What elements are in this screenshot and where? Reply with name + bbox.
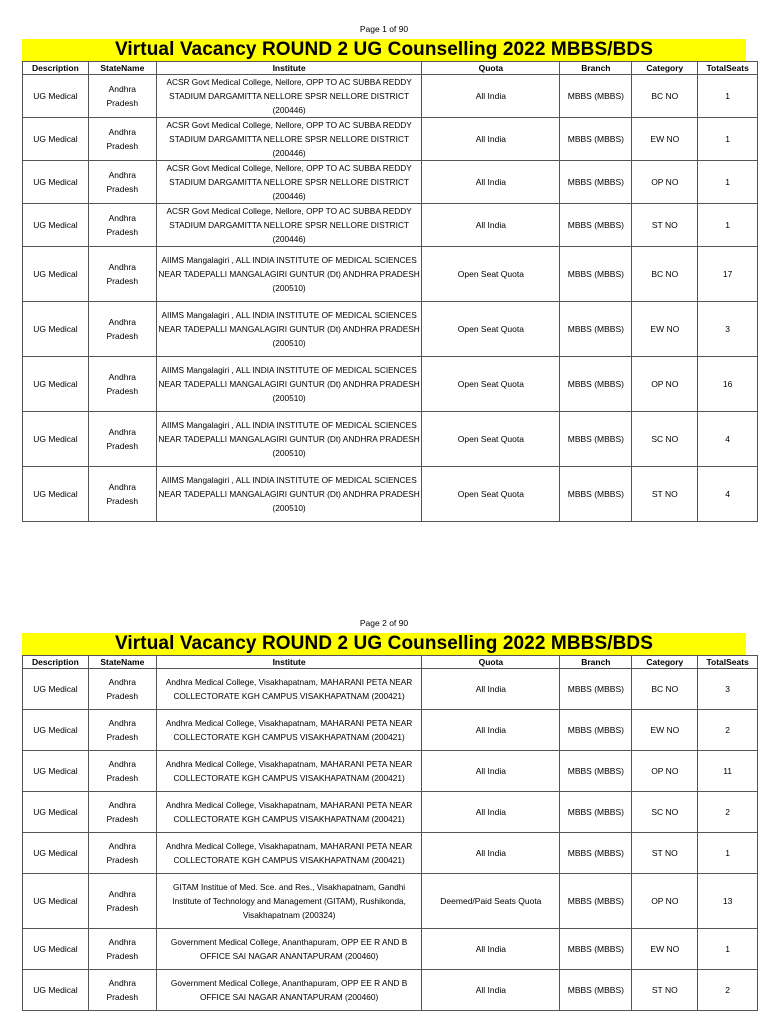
state-cell: Andhra Pradesh (88, 792, 156, 833)
total-seats-cell: 11 (698, 751, 758, 792)
state-cell: Andhra Pradesh (88, 833, 156, 874)
branch-cell: MBBS (MBBS) (560, 118, 632, 161)
column-header-branch: Branch (560, 62, 632, 75)
state-cell: Andhra Pradesh (88, 751, 156, 792)
description-cell: UG Medical (23, 118, 89, 161)
page-title: Virtual Vacancy ROUND 2 UG Counselling 2022 MBBS/BDS (22, 633, 746, 655)
column-header-total-seats: TotalSeats (698, 656, 758, 669)
quota-cell: All India (422, 204, 560, 247)
total-seats-cell: 16 (698, 357, 758, 412)
description-cell: UG Medical (23, 75, 89, 118)
total-seats-cell: 2 (698, 710, 758, 751)
page-title: Virtual Vacancy ROUND 2 UG Counselling 2022 MBBS/BDS (22, 39, 746, 61)
description-cell: UG Medical (23, 357, 89, 412)
category-cell: OP NO (632, 874, 698, 929)
state-cell: Andhra Pradesh (88, 75, 156, 118)
table-row (23, 302, 758, 357)
column-header-state: StateName (88, 62, 156, 75)
institute-cell: AIIMS Mangalagiri , ALL INDIA INSTITUTE OF MEDICAL SCIENCES NEAR TADEPALLI MANGALAGIRI GUNTUR (Dt) ANDHRA PRADESH (200510) (156, 412, 422, 467)
table-row (23, 669, 758, 710)
description-cell: UG Medical (23, 833, 89, 874)
table-row (23, 710, 758, 751)
branch-cell: MBBS (MBBS) (560, 204, 632, 247)
description-cell: UG Medical (23, 204, 89, 247)
category-cell: ST NO (632, 833, 698, 874)
total-seats-cell: 1 (698, 75, 758, 118)
table-row (23, 751, 758, 792)
state-cell: Andhra Pradesh (88, 874, 156, 929)
institute-cell: ACSR Govt Medical College, Nellore, OPP TO AC SUBBA REDDY STADIUM DARGAMITTA NELLORE SPSR NELLORE DISTRICT (200446) (156, 75, 422, 118)
description-cell: UG Medical (23, 751, 89, 792)
institute-cell: Andhra Medical College, Visakhapatnam, MAHARANI PETA NEAR COLLECTORATE KGH CAMPUS VISAKHAPATNAM (200421) (156, 751, 422, 792)
total-seats-cell: 1 (698, 118, 758, 161)
table-row (23, 204, 758, 247)
branch-cell: MBBS (MBBS) (560, 874, 632, 929)
state-cell: Andhra Pradesh (88, 929, 156, 970)
institute-cell: ACSR Govt Medical College, Nellore, OPP TO AC SUBBA REDDY STADIUM DARGAMITTA NELLORE SPSR NELLORE DISTRICT (200446) (156, 204, 422, 247)
table-header-row (23, 62, 758, 75)
state-cell: Andhra Pradesh (88, 970, 156, 1011)
institute-cell: Andhra Medical College, Visakhapatnam, MAHARANI PETA NEAR COLLECTORATE KGH CAMPUS VISAKHAPATNAM (200421) (156, 792, 422, 833)
table-row (23, 118, 758, 161)
description-cell: UG Medical (23, 792, 89, 833)
total-seats-cell: 1 (698, 833, 758, 874)
description-cell: UG Medical (23, 970, 89, 1011)
category-cell: EW NO (632, 929, 698, 970)
quota-cell: Deemed/Paid Seats Quota (422, 874, 560, 929)
institute-cell: AIIMS Mangalagiri , ALL INDIA INSTITUTE OF MEDICAL SCIENCES NEAR TADEPALLI MANGALAGIRI GUNTUR (Dt) ANDHRA PRADESH (200510) (156, 302, 422, 357)
total-seats-cell: 1 (698, 161, 758, 204)
state-cell: Andhra Pradesh (88, 118, 156, 161)
quota-cell: All India (422, 929, 560, 970)
institute-cell: ACSR Govt Medical College, Nellore, OPP TO AC SUBBA REDDY STADIUM DARGAMITTA NELLORE SPSR NELLORE DISTRICT (200446) (156, 161, 422, 204)
total-seats-cell: 2 (698, 970, 758, 1011)
description-cell: UG Medical (23, 161, 89, 204)
table-row (23, 929, 758, 970)
total-seats-cell: 4 (698, 467, 758, 522)
table-row (23, 412, 758, 467)
total-seats-cell: 4 (698, 412, 758, 467)
category-cell: ST NO (632, 970, 698, 1011)
column-header-branch: Branch (560, 656, 632, 669)
column-header-category: Category (632, 656, 698, 669)
institute-cell: Andhra Medical College, Visakhapatnam, MAHARANI PETA NEAR COLLECTORATE KGH CAMPUS VISAKHAPATNAM (200421) (156, 669, 422, 710)
quota-cell: All India (422, 669, 560, 710)
branch-cell: MBBS (MBBS) (560, 161, 632, 204)
table-row (23, 970, 758, 1011)
column-header-institute: Institute (156, 62, 422, 75)
vacancy-table (22, 655, 758, 1011)
category-cell: BC NO (632, 247, 698, 302)
table-row (23, 792, 758, 833)
branch-cell: MBBS (MBBS) (560, 710, 632, 751)
category-cell: BC NO (632, 75, 698, 118)
institute-cell: Government Medical College, Ananthapuram, OPP EE R AND B OFFICE SAI NAGAR ANANTAPURAM (200460) (156, 929, 422, 970)
description-cell: UG Medical (23, 929, 89, 970)
branch-cell: MBBS (MBBS) (560, 751, 632, 792)
description-cell: UG Medical (23, 710, 89, 751)
category-cell: OP NO (632, 751, 698, 792)
description-cell: UG Medical (23, 669, 89, 710)
state-cell: Andhra Pradesh (88, 204, 156, 247)
quota-cell: All India (422, 751, 560, 792)
column-header-total-seats: TotalSeats (698, 62, 758, 75)
table-row (23, 833, 758, 874)
quota-cell: All India (422, 833, 560, 874)
institute-cell: AIIMS Mangalagiri , ALL INDIA INSTITUTE OF MEDICAL SCIENCES NEAR TADEPALLI MANGALAGIRI GUNTUR (Dt) ANDHRA PRADESH (200510) (156, 467, 422, 522)
category-cell: SC NO (632, 792, 698, 833)
quota-cell: Open Seat Quota (422, 247, 560, 302)
column-header-quota: Quota (422, 62, 560, 75)
quota-cell: Open Seat Quota (422, 412, 560, 467)
total-seats-cell: 17 (698, 247, 758, 302)
column-header-institute: Institute (156, 656, 422, 669)
category-cell: ST NO (632, 204, 698, 247)
institute-cell: Andhra Medical College, Visakhapatnam, MAHARANI PETA NEAR COLLECTORATE KGH CAMPUS VISAKHAPATNAM (200421) (156, 710, 422, 751)
table-row (23, 161, 758, 204)
category-cell: OP NO (632, 357, 698, 412)
branch-cell: MBBS (MBBS) (560, 412, 632, 467)
category-cell: EW NO (632, 302, 698, 357)
branch-cell: MBBS (MBBS) (560, 833, 632, 874)
description-cell: UG Medical (23, 467, 89, 522)
total-seats-cell: 2 (698, 792, 758, 833)
institute-cell: Andhra Medical College, Visakhapatnam, MAHARANI PETA NEAR COLLECTORATE KGH CAMPUS VISAKHAPATNAM (200421) (156, 833, 422, 874)
branch-cell: MBBS (MBBS) (560, 75, 632, 118)
table-row (23, 467, 758, 522)
column-header-state: StateName (88, 656, 156, 669)
table-row (23, 247, 758, 302)
quota-cell: Open Seat Quota (422, 302, 560, 357)
column-header-category: Category (632, 62, 698, 75)
quota-cell: All India (422, 75, 560, 118)
institute-cell: GITAM Institue of Med. Sce. and Res., Visakhapatnam, Gandhi Institute of Technology and Management (GITAM), Rushikonda, Visakhapatnam (200324) (156, 874, 422, 929)
total-seats-cell: 1 (698, 929, 758, 970)
branch-cell: MBBS (MBBS) (560, 467, 632, 522)
quota-cell: All India (422, 970, 560, 1011)
quota-cell: All India (422, 118, 560, 161)
state-cell: Andhra Pradesh (88, 467, 156, 522)
state-cell: Andhra Pradesh (88, 357, 156, 412)
vacancy-table (22, 61, 758, 522)
category-cell: EW NO (632, 118, 698, 161)
total-seats-cell: 3 (698, 669, 758, 710)
page-number: Page 2 of 90 (359, 618, 409, 628)
state-cell: Andhra Pradesh (88, 710, 156, 751)
institute-cell: AIIMS Mangalagiri , ALL INDIA INSTITUTE OF MEDICAL SCIENCES NEAR TADEPALLI MANGALAGIRI GUNTUR (Dt) ANDHRA PRADESH (200510) (156, 357, 422, 412)
institute-cell: AIIMS Mangalagiri , ALL INDIA INSTITUTE OF MEDICAL SCIENCES NEAR TADEPALLI MANGALAGIRI GUNTUR (Dt) ANDHRA PRADESH (200510) (156, 247, 422, 302)
total-seats-cell: 3 (698, 302, 758, 357)
quota-cell: All India (422, 161, 560, 204)
quota-cell: All India (422, 792, 560, 833)
branch-cell: MBBS (MBBS) (560, 970, 632, 1011)
category-cell: OP NO (632, 161, 698, 204)
institute-cell: Government Medical College, Ananthapuram, OPP EE R AND B OFFICE SAI NAGAR ANANTAPURAM (200460) (156, 970, 422, 1011)
page-number: Page 1 of 90 (359, 24, 409, 34)
branch-cell: MBBS (MBBS) (560, 792, 632, 833)
description-cell: UG Medical (23, 874, 89, 929)
category-cell: EW NO (632, 710, 698, 751)
table-row (23, 874, 758, 929)
category-cell: ST NO (632, 467, 698, 522)
quota-cell: Open Seat Quota (422, 357, 560, 412)
state-cell: Andhra Pradesh (88, 669, 156, 710)
column-header-description: Description (23, 62, 89, 75)
state-cell: Andhra Pradesh (88, 161, 156, 204)
table-row (23, 75, 758, 118)
total-seats-cell: 1 (698, 204, 758, 247)
description-cell: UG Medical (23, 302, 89, 357)
quota-cell: Open Seat Quota (422, 467, 560, 522)
branch-cell: MBBS (MBBS) (560, 302, 632, 357)
total-seats-cell: 13 (698, 874, 758, 929)
table-row (23, 357, 758, 412)
branch-cell: MBBS (MBBS) (560, 247, 632, 302)
state-cell: Andhra Pradesh (88, 247, 156, 302)
column-header-quota: Quota (422, 656, 560, 669)
institute-cell: ACSR Govt Medical College, Nellore, OPP TO AC SUBBA REDDY STADIUM DARGAMITTA NELLORE SPSR NELLORE DISTRICT (200446) (156, 118, 422, 161)
branch-cell: MBBS (MBBS) (560, 929, 632, 970)
state-cell: Andhra Pradesh (88, 302, 156, 357)
category-cell: SC NO (632, 412, 698, 467)
document-page-2 (0, 594, 768, 1011)
branch-cell: MBBS (MBBS) (560, 357, 632, 412)
state-cell: Andhra Pradesh (88, 412, 156, 467)
category-cell: BC NO (632, 669, 698, 710)
branch-cell: MBBS (MBBS) (560, 669, 632, 710)
table-header-row (23, 656, 758, 669)
description-cell: UG Medical (23, 412, 89, 467)
column-header-description: Description (23, 656, 89, 669)
description-cell: UG Medical (23, 247, 89, 302)
quota-cell: All India (422, 710, 560, 751)
